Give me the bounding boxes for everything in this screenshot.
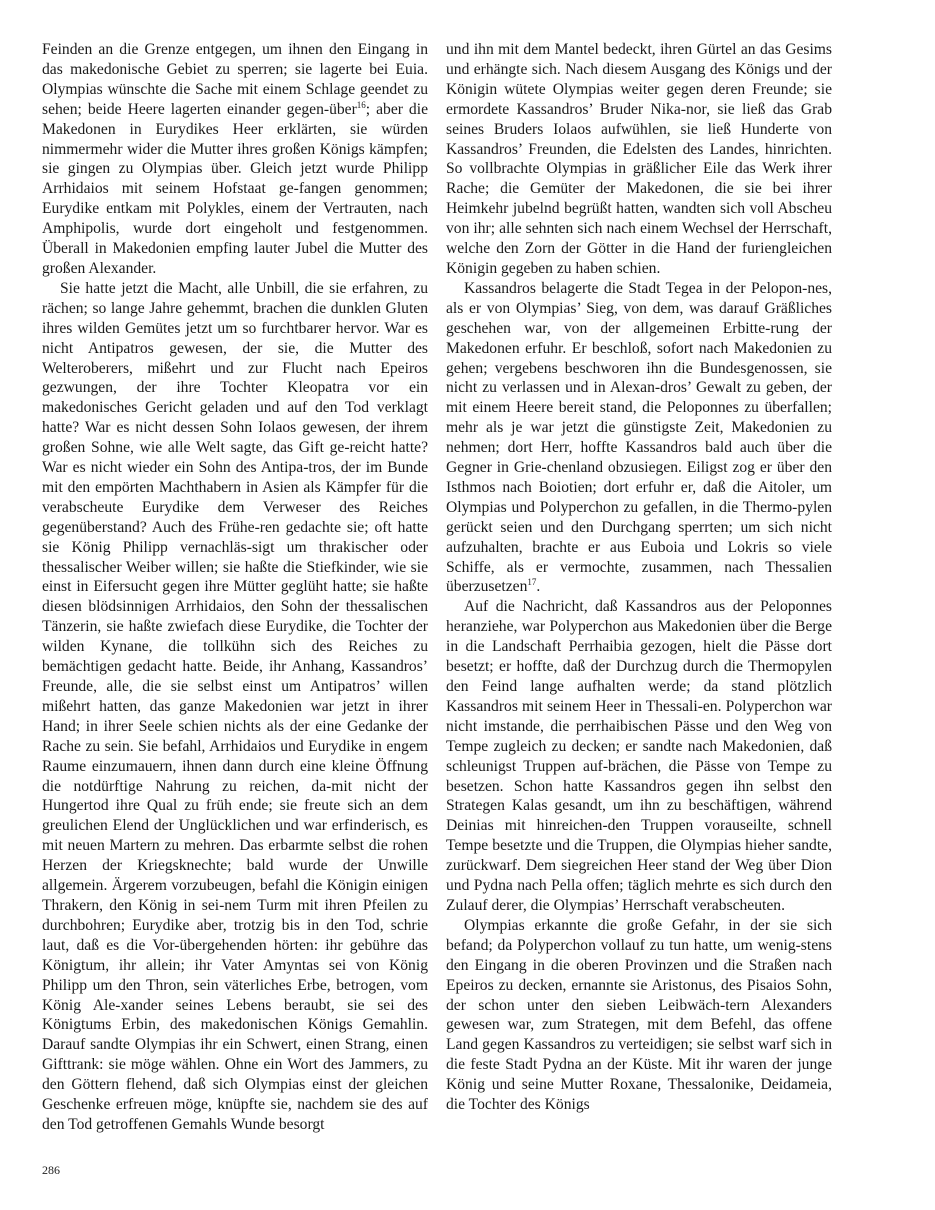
footnote-marker: 17	[527, 577, 537, 588]
paragraph: Olympias erkannte die große Gefahr, in der sie sich befand; da Polyperchon vollauf zu tun hatte, um wenig-stens den Eingang in die oberen Provinzen und die Straßen nach Epeiros zu decken, ernannte sie Aristonus, des Pisaios Sohn, der schon unter den sieben Leibwäch-tern Alexanders gewesen war, zum Strategen, mit dem Befehl, das offene Land gegen Kassandros zu verteidigen; sie selbst warf sich in die feste Stadt Pydna an der Küste. Mit ihr waren der junge König und seine Mutter Roxane, Thessalonike, Deidameia, die Tochter des Königs	[446, 916, 832, 1114]
right-column	[446, 40, 832, 1115]
footnote-marker: 16	[356, 99, 366, 110]
paragraph: und ihn mit dem Mantel bedeckt, ihren Gürtel an das Gesims und erhängte sich. Nach diesem Ausgang des Königs und der Königin wütete Olympias weiter gegen deren Freunde; sie ermordete Kassandros’ Bruder Nika-nor, sie ließ das Grab seines Bruders Iolaos aufwühlen, sie ließ Hunderte von Kassandros’ Freunden, die Edelsten des Landes, hinrichten. So vollbrachte Olympias in gräßlicher Eile das Werk ihrer Rache; die Gemüter der Makedonen, die sie bei ihrer Heimkehr jubelnd begrüßt hatten, wandten sich voll Abscheu von ihr; alle sehnten sich nach einem Wechsel der Herrschaft, welche den Zorn der Götter in die Hand der furiengleichen Königin gegeben zu haben schien.	[446, 41, 832, 277]
paragraph	[42, 40, 428, 279]
paragraph: Sie hatte jetzt die Macht, alle Unbill, die sie erfahren, zu rächen; so lange Jahre gehemmt, brachen die dunklen Gluten ihres wilden Gemütes jetzt um so furchtbarer hervor. War es nicht Antipatros gewesen, der sie, die Mutter des Welteroberers, mißehrt und zur Flucht nach Epeiros gezwungen, der ihre Tochter Kleopatra vor ein makedonisches Gericht geladen und auf den Tod verklagt hatte? War es nicht dessen Sohn Iolaos gewesen, der ihrem großen Sohne, wie alle Welt sagte, das Gift ge-reicht hatte? War es nicht wieder ein Sohn des Antipa-tros, der im Bunde mit den empörten Machthabern in Asien als Kämpfer für die verabscheute Eurydike dem Verweser des Reiches gegenüberstand? Auch des Frühe-ren gedachte sie; oft hatte sie König Philipp vernachläs-sigt um thrakischer oder thessalischer Weiber willen; sie haßte die Stiefkinder, wie sie einst in Eifersucht gegen ihre Mütter geglüht hatte; sie haßte diesen blödsinnigen Arrhidaios, den Sohn der thessalischen Tänzerin, sie haßte zwiefach diese Eurydike, die Tochter der wilden Kynane, die tollkühn sich des Reiches zu bemächtigen gedacht hatte. Beide, ihr Anhang, Kassandros’ Freunde, alle, die sie selbst einst um Antipatros’ willen mißehrt hatten, das ganze Makedonien war jetzt in ihrer Hand; in ihrer Seele schien nichts als der eine Gedanke der Rache zu sein. Sie befahl, Arrhidaios und Eurydike in engem Raume einzumauern, ihnen dann durch eine kleine Öffnung die notdürftige Nahrung zu reichen, da-mit nicht der Hungertod ihre Qual zu früh ende; sie freute sich an dem greulichen Elend der Unglücklichen und war erfinderisch, es mit neuen Martern zu mehren. Das erbarmte selbst die rohen Herzen der Kriegsknechte; bald wurde der Unwille allgemein. Ärgerem vorzubeugen, befahl die Königin einigen Thrakern, den König in sei-nem Turm mit ihren Pfeilen zu durchbohren; Eurydike aber, trotzig bis in den Tod, schrie laut, daß es die Vor-übergehenden hörten: ihr gebühre das Königtum, ihr allein; ihr Vater Amyntas sei von König Philipp um den Thron, sein väterliches Erbe, betrogen, vom König Ale-xander seines Lebens beraubt, sie sei des Königtums Erbin, des makedonischen Königs Gemahlin. Darauf sandte Olympias ihr ein Schwert, einen Strang, einen Gifttrank: sie möge wählen. Ohne ein Wort des Jammers, zu den Göttern flehend, daß sich Olympias einst der gleichen Geschenke erfreuen möge, knüpfte sie, nachdem sie des auf den Tod getroffenen Gemahls Wunde besorgt	[42, 279, 428, 1133]
left-column	[42, 40, 428, 1135]
paragraph-text: .	[536, 578, 541, 596]
paragraph-text: Kassandros belagerte die Stadt Tegea in der Pelopon-nes, als er von Olympias’ Sieg, von dem, was darauf Gräßliches geschehen war, von der allgemeinen Erbitte-rung der Makedonen erfuhr. Er beschloß, sofort nach Makedonien zu gehen; vergebens beschworen ihn die Bundesgenossen, sie nicht zu verlassen und in Alexan-dros’ Gewalt zu geben, der mit einem Heere bereit stand, die Peloponnes zu überfallen; mehr als je war jetzt die günstigste Zeit, Makedonien zu nehmen; dort Herr, hoffte Kassandros bald auch über die Gegner in Grie-chenland obzusiegen. Eiligst zog er über den Isthmos nach Boiotien; dort erfuhr er, daß die Aitoler, um Olympias und Polyperchon zu gefallen, in die Thermo-pylen gerückt seien und den Durchgang sperrten; um sich nicht aufzuhalten, brachte er aus Euboia und Lokris so viele Schiffe, als er vermochte, zusammen, nach Thessalien überzusetzen	[446, 279, 832, 596]
paragraph-text: ; aber die Makedonen in Eurydikes Heer erklärten, sie würden nimmermehr wider die Mutter ihres großen Königs kämpfen; sie gingen zu Olympias über. Gleich jetzt wurde Philipp Arrhidaios mit seinem Hofstaat ge-fangen genommen; Eurydike entkam mit Polykles, einem der Vertrauten, nach Amphipolis, wurde dort eingeholt und festgenommen. Überall in Makedonien empfing lauter Jubel die Mutter des großen Alexander.	[42, 100, 428, 277]
page-number: 286	[42, 1163, 60, 1177]
paragraph: Auf die Nachricht, daß Kassandros aus der Peloponnes heranziehe, war Polyperchon aus Makedonien über die Berge in die Landschaft Perrhaibia gezogen, hielt die Pässe dort besetzt; er hoffte, daß der Durchzug durch die Thermopylen den Feind lange aufhalten werde; da stand plötzlich Kassandros mit seinem Heer in Thessali-en. Polyperchon war nicht imstande, die perrhaibischen Pässe und den Weg von Tempe zugleich zu decken; er sandte nach Makedonien, daß schleunigst Truppen auf-brächen, die Pässe von Tempe zu besetzen. Schon hatte Kassandros gegen ihn selbst den Strategen Kalas gesandt, um ihn zu beschäftigen, während Deinias mit hinreichen-den Truppen vorauseilte, schnell Tempe besetzte und die Truppen, die Olympias hieher sandte, zurückwarf. Dem siegreichen Heer stand der Weg über Dion und Pydna nach Pella offen; täglich mehrte es sich durch den Zulauf derer, die Olympias’ Herrschaft verabscheuten.	[446, 598, 832, 914]
paragraph-text: Feinden an die Grenze entgegen, um ihnen den Eingang in das makedonische Gebiet zu sperren; sie lagerte bei Euia. Olympias wünschte die Sache mit einem Schlage geendet zu sehen; beide Heere lagerten einander gegen-über	[42, 41, 428, 118]
paragraph	[446, 279, 832, 598]
